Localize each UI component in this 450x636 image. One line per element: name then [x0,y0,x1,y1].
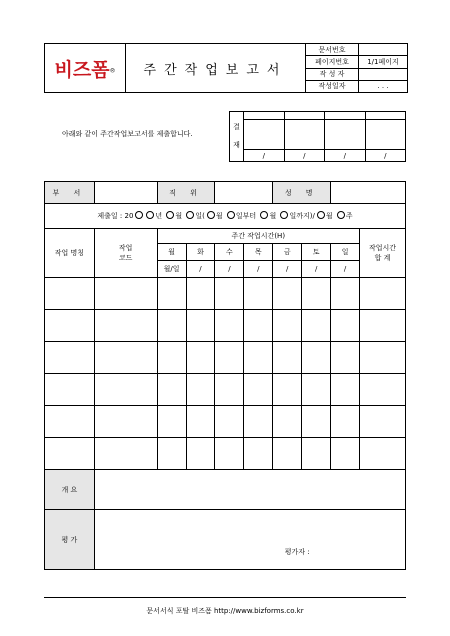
report-table [44,181,406,570]
meta-value-page-number[interactable]: 1/1페이지 [359,56,408,68]
approval-sign-cell[interactable] [284,119,325,149]
table-row [45,278,406,310]
position-label: 직 위 [157,182,215,204]
approval-date-cell[interactable]: / [325,150,366,162]
date-row-label: 월/일 [157,261,186,278]
eval-field[interactable] [94,510,405,570]
hour-cell[interactable] [244,406,273,438]
submit-day2: 일부터 [235,212,257,220]
document-title: 주간작업보고서 [126,44,306,93]
logo-text: 비즈폼 [54,58,110,81]
hour-cell[interactable] [302,310,331,342]
total-cell[interactable] [360,278,406,310]
hour-cell[interactable] [331,342,360,374]
hour-cell[interactable] [215,374,244,406]
blank-circle-icon [260,211,268,219]
hour-cell[interactable] [157,342,186,374]
submit-month2: 월 [215,212,223,220]
day-header: 토 [302,244,331,261]
blank-circle-icon [166,211,174,219]
hour-cell[interactable] [157,438,186,470]
day-header: 월 [157,244,186,261]
intro-text: 아래와 같이 주간작업보고서를 제출합니다. [62,130,193,138]
blank-circle-icon [317,211,325,219]
blank-circle-icon [337,211,345,219]
date-cell[interactable]: / [215,261,244,278]
hour-cell[interactable] [302,438,331,470]
date-cell[interactable]: / [273,261,302,278]
approval-sign-cell[interactable] [325,119,366,149]
task-cell[interactable] [45,342,95,374]
code-cell[interactable] [94,342,157,374]
hour-cell[interactable] [186,406,215,438]
table-row [45,374,406,406]
meta-label-doc-number: 문서번호 [306,44,359,56]
hour-cell[interactable] [186,342,215,374]
task-cell[interactable] [45,310,95,342]
task-cell[interactable] [45,278,95,310]
total-cell[interactable] [360,438,406,470]
hour-cell[interactable] [331,310,360,342]
hour-cell[interactable] [244,342,273,374]
summary-label: 개 요 [45,470,95,510]
hour-cell[interactable] [157,310,186,342]
hour-cell[interactable] [331,406,360,438]
meta-label-page-number: 페이지번호 [306,56,359,68]
hour-cell[interactable] [186,374,215,406]
approval-side-label [230,112,244,162]
hour-cell[interactable] [302,278,331,310]
table-row [45,406,406,438]
submit-month3: 월 [269,212,277,220]
meta-value-author[interactable] [359,68,408,80]
document-header [44,43,408,93]
col-total-label-2: 합 계 [374,254,391,262]
total-cell[interactable] [360,342,406,374]
submit-month4: 월 [325,212,333,220]
hour-cell[interactable] [244,438,273,470]
submit-day1: 일( [195,212,205,220]
eval-label: 평 가 [45,510,95,570]
task-cell[interactable] [45,406,95,438]
total-cell[interactable] [360,374,406,406]
name-label: 성 명 [273,182,331,204]
hour-cell[interactable] [273,342,302,374]
submit-month1: 월 [175,212,183,220]
hour-cell[interactable] [244,374,273,406]
date-cell[interactable]: / [244,261,273,278]
task-cell[interactable] [45,374,95,406]
hour-cell[interactable] [273,374,302,406]
blank-circle-icon [280,211,288,219]
blank-circle-icon [186,211,194,219]
code-cell[interactable] [94,406,157,438]
position-field[interactable] [215,182,273,204]
total-cell[interactable] [360,310,406,342]
meta-label-author: 작 성 자 [306,68,359,80]
blank-circle-icon [207,211,215,219]
day-header: 목 [244,244,273,261]
total-cell[interactable] [360,406,406,438]
hour-cell[interactable] [302,374,331,406]
approval-date-cell[interactable]: / [284,150,325,162]
submit-date-row [45,204,406,229]
date-cell[interactable]: / [302,261,331,278]
approval-title-cell[interactable] [325,112,366,120]
date-cell[interactable]: / [186,261,215,278]
hour-cell[interactable] [244,310,273,342]
day-header: 수 [215,244,244,261]
approval-sign-cell[interactable] [365,119,406,149]
footer-text: 문서서식 포탈 비즈폼 http://www.bizforms.co.kr [146,607,304,615]
table-row [45,438,406,470]
table-row [45,342,406,374]
submit-week: 주 [345,212,353,220]
hour-cell[interactable] [215,406,244,438]
hour-cell[interactable] [331,278,360,310]
registered-mark: ® [109,68,116,75]
approval-label-1: 결 [233,123,240,131]
day-header: 일 [331,244,360,261]
hour-cell[interactable] [215,342,244,374]
name-field[interactable] [331,182,406,204]
summary-field[interactable] [94,470,405,510]
hour-cell[interactable] [215,438,244,470]
hour-cell[interactable] [273,278,302,310]
hour-cell[interactable] [302,406,331,438]
day-header: 화 [186,244,215,261]
hour-cell[interactable] [157,374,186,406]
hour-cell[interactable] [273,406,302,438]
col-total-label-1: 작업시간 [368,244,397,252]
hour-cell[interactable] [215,310,244,342]
submit-year: 년 [155,212,163,220]
submit-day3: 일까지)/ [289,212,315,220]
col-task-name: 작업 명칭 [45,229,95,278]
hour-cell[interactable] [157,278,186,310]
code-cell[interactable] [94,438,157,470]
table-row [45,310,406,342]
blank-circle-icon [227,211,235,219]
col-total-hours [360,229,406,278]
approval-sign-cell[interactable] [244,119,285,149]
task-cell[interactable] [45,438,95,470]
date-cell[interactable]: / [331,261,360,278]
hour-cell[interactable] [244,278,273,310]
approval-title-cell[interactable] [365,112,406,120]
approval-title-cell[interactable] [284,112,325,120]
col-task-code: 작업 코드 [94,229,157,278]
meta-value-doc-number[interactable] [359,44,408,56]
day-header: 금 [273,244,302,261]
hour-cell[interactable] [186,310,215,342]
blank-circle-icon [135,211,143,219]
submit-prefix: 제출일 : 20 [97,212,134,220]
hour-cell[interactable] [331,438,360,470]
hour-cell[interactable] [215,278,244,310]
meta-value-date[interactable]: . . . [359,80,408,92]
approval-date-cell[interactable]: / [365,150,406,162]
approval-label-2: 재 [233,141,240,149]
hour-cell[interactable] [273,438,302,470]
hour-cell[interactable] [186,278,215,310]
col-weekly-hours: 주간 작업시간(H) [157,229,359,244]
dept-label: 부 서 [45,182,95,204]
hour-cell[interactable] [331,374,360,406]
hour-cell[interactable] [302,342,331,374]
footer-divider [44,597,406,598]
logo [45,44,126,93]
blank-circle-icon [146,211,154,219]
dept-field[interactable] [94,182,157,204]
approval-title-cell[interactable] [244,112,285,120]
evaluator-label: 평가자 : [284,548,310,556]
code-cell[interactable] [94,310,157,342]
meta-label-date: 작성일자 [306,80,359,92]
code-cell[interactable] [94,278,157,310]
approval-date-cell[interactable]: / [244,150,285,162]
approval-box [229,111,406,162]
hour-cell[interactable] [157,406,186,438]
hour-cell[interactable] [186,438,215,470]
hour-cell[interactable] [273,310,302,342]
code-cell[interactable] [94,374,157,406]
